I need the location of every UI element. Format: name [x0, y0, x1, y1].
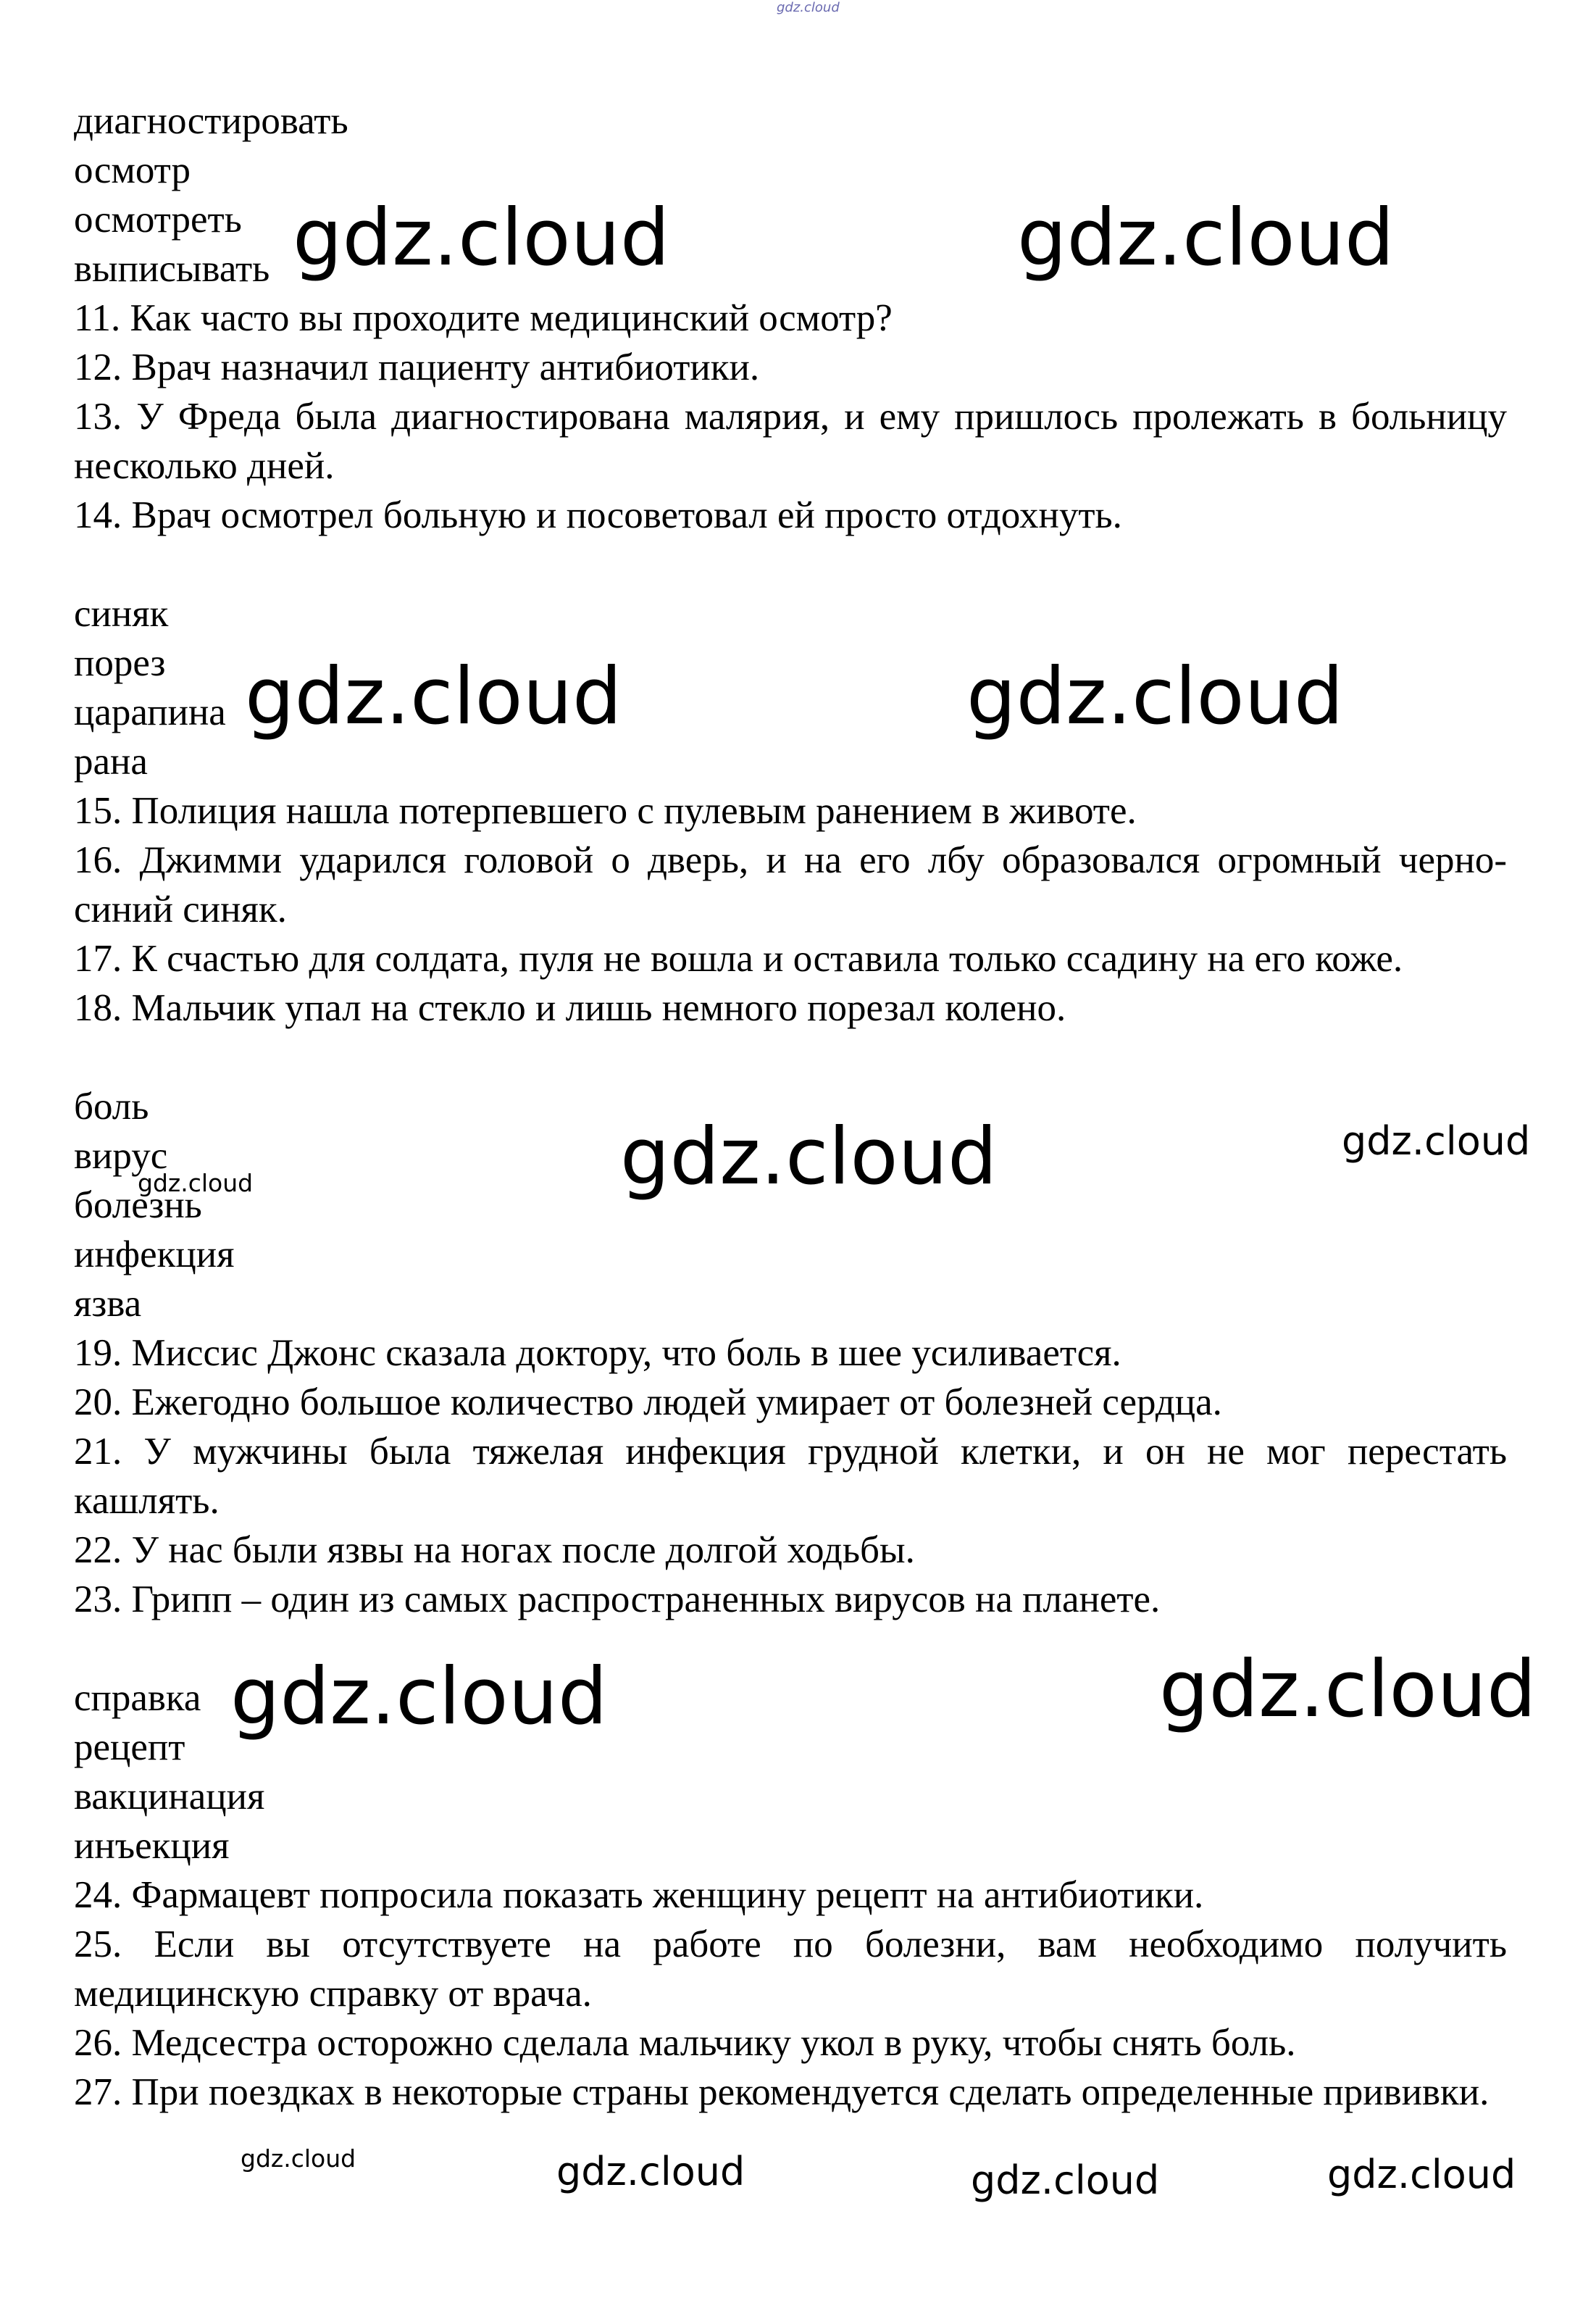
watermark: gdz.cloud [1159, 1644, 1537, 1735]
document-body [74, 96, 1507, 2117]
vocab-word: осмотр [74, 149, 191, 191]
watermark: gdz.cloud [245, 651, 622, 742]
watermark: gdz.cloud [1342, 1118, 1531, 1164]
example-sentence: 19. Миссис Джонс сказала доктору, что боль в шее усиливается. [74, 1332, 1121, 1374]
example-sentence: 17. К счастью для солдата, пуля не вошла и оставила только ссадину на его коже. [74, 938, 1403, 980]
vocab-word: боль [74, 1086, 149, 1128]
watermark: gdz.cloud [241, 2144, 356, 2173]
example-sentence: 13. У Фреда была диагностирована малярия, и ему пришлось пролежать в больницу несколько дней. [74, 396, 1507, 487]
example-sentence: 12. Врач назначил пациенту антибиотики. [74, 346, 760, 388]
example-sentence: 18. Мальчик упал на стекло и лишь немного порезал колено. [74, 987, 1066, 1029]
example-sentence: 15. Полиция нашла потерпевшего с пулевым ранением в животе. [74, 790, 1137, 832]
vocab-group-1 [74, 96, 1507, 540]
watermark: gdz.cloud [138, 1169, 254, 1197]
spacer [74, 1033, 1507, 1082]
top-watermark: gdz.cloud [777, 0, 840, 15]
spacer [74, 540, 1507, 589]
vocab-word: инфекция [74, 1233, 235, 1275]
example-sentence: 24. Фармацевт попросила показать женщину рецепт на антибиотики. [74, 1874, 1204, 1916]
example-sentence: 27. При поездках в некоторые страны рекомендуется сделать определенные прививки. [74, 2071, 1490, 2113]
example-sentence: 26. Медсестра осторожно сделала мальчику укол в руку, чтобы снять боль. [74, 2022, 1296, 2064]
vocab-word: осмотреть [74, 199, 242, 241]
vocab-word: инъекция [74, 1825, 230, 1867]
watermark: gdz.cloud [620, 1112, 998, 1202]
watermark: gdz.cloud [230, 1652, 608, 1742]
vocab-word: царапина [74, 691, 226, 733]
vocab-word: рецепт [74, 1726, 185, 1768]
example-sentence: 16. Джимми ударился головой о дверь, и на его лбу образовался огромный черно-синий синяк. [74, 839, 1507, 931]
example-sentence: 20. Ежегодно большое количество людей умирает от болезней сердца. [74, 1381, 1222, 1423]
watermark: gdz.cloud [1017, 193, 1395, 283]
example-sentence: 25. Если вы отсутствуете на работе по болезни, вам необходимо получить медицинскую справку от врача. [74, 1923, 1507, 2015]
vocab-word: язва [74, 1283, 142, 1325]
example-sentence: 21. У мужчины была тяжелая инфекция грудной клетки, и он не мог перестать кашлять. [74, 1431, 1507, 1522]
watermark: gdz.cloud [556, 2149, 745, 2194]
vocab-word: вакцинация [74, 1775, 265, 1818]
vocab-word: болезнь [74, 1184, 202, 1226]
example-sentence: 23. Грипп – один из самых распространенных вирусов на планете. [74, 1578, 1161, 1620]
example-sentence: 14. Врач осмотрел больную и посоветовал ей просто отдохнуть. [74, 494, 1122, 536]
watermark: gdz.cloud [1327, 2152, 1516, 2197]
vocab-word: синяк [74, 593, 169, 635]
watermark: gdz.cloud [966, 651, 1344, 742]
vocab-word: справка [74, 1677, 201, 1719]
watermark: gdz.cloud [293, 193, 670, 283]
watermark: gdz.cloud [971, 2157, 1160, 2203]
vocab-word: выписывать [74, 248, 270, 290]
vocab-word: порез [74, 642, 166, 684]
vocab-word: вирус [74, 1135, 168, 1177]
vocab-word: рана [74, 741, 148, 783]
example-sentence: 11. Как часто вы проходите медицинский осмотр? [74, 297, 893, 339]
vocab-word: диагностировать [74, 100, 348, 142]
example-sentence: 22. У нас были язвы на ногах после долгой ходьбы. [74, 1529, 915, 1571]
